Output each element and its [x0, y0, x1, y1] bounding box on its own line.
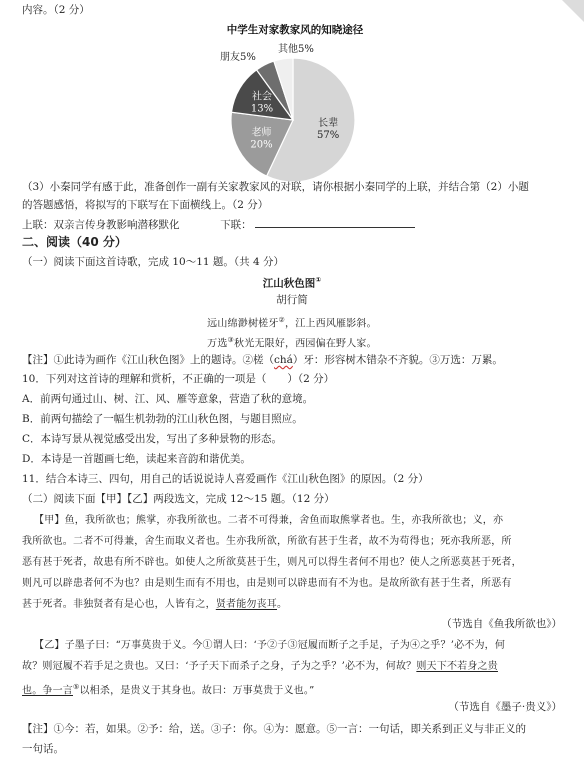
pie-label-other: 其他5%: [278, 44, 314, 55]
option-c: C．本诗写景从视觉感受出发，写出了多种景物的形态。: [22, 433, 283, 445]
yi-line-2: 故？则冠履不若手足之贵也。又曰：‘予子天下而杀子之身，子为之乎？’必不为，何故？则天下不若身之贵: [22, 661, 498, 672]
jia-line-5: 甚于死者。非独贤者有是心也，人皆有之，贤者能勿丧耳。: [22, 599, 288, 610]
jia-line-1: 【甲】鱼，我所欲也；熊掌，亦我所欲也。二者不可得兼，舍鱼而取熊掌者也。生，亦我所欲也；义，亦: [34, 515, 504, 526]
question-10: 10．下列对这首诗的理解和赏析，不正确的一项是（ ）（2 分）: [22, 373, 335, 385]
poem-author: 胡行简: [276, 294, 308, 306]
text-line: 内容。（2 分）: [22, 4, 90, 16]
poem-title: 江山秋色图①: [262, 276, 322, 290]
pie-chart: [200, 22, 390, 182]
jia-source: （节选自《鱼我所欲也》）: [441, 618, 562, 630]
pie-label-1-name: 老师: [251, 127, 272, 139]
poem-line-1: 远山绵渺树槎牙②，江上西风雁影斜。: [207, 316, 377, 330]
yi-line-1: 【乙】子墨子曰：“万事莫贵于义。今①谓人曰：‘予②子③冠履而断子之手足，子为④之乎？’必不为，何: [34, 640, 506, 651]
yi-line-3: 也。争一言⑤以相杀，是贵义于其身也。故曰：万事莫贵于义也。”: [22, 683, 315, 697]
pie-label-2-name: 社会: [252, 91, 272, 103]
part2-intro: （二）阅读下面【甲】【乙】两段选文，完成 12～15 题。（12 分）: [22, 493, 335, 505]
pie-label-2-pct: 13%: [250, 103, 274, 115]
q3-text-1: （3）小秦同学有感于此，准备创作一副有关家教家风的对联，请你根据小秦同学的上联，并结合第（2）小题: [22, 181, 529, 193]
pie-chart-svg: [200, 22, 390, 182]
q3-text-2: 的答题感悟，将拟写的下联写在下面横线上。（2 分）: [22, 199, 269, 211]
yi-notes-2: 一句话。: [22, 743, 64, 755]
q3-couplet: [22, 216, 566, 233]
pie-label-0-pct: 57%: [316, 129, 340, 141]
pie-label-1-pct: 20%: [250, 139, 273, 151]
pie-label-friend: 朋友5%: [220, 52, 256, 63]
jia-line-2: 我所欲也。二者不可得兼，舍生而取义者也。生亦我所欲，所欲有甚于生者，故不为苟得也；死亦我所恶，所: [22, 536, 512, 547]
jia-line-3: 恶有甚于死者，故患有所不辟也。如使人之所欲莫甚于生，则凡可以得生者何不用也？使人之所恶莫甚于死者，: [22, 557, 522, 568]
option-a: A．前两句通过山、树、江、风、雁等意象，营造了秋的意境。: [22, 393, 314, 405]
option-d: D．本诗是一首题画七绝，读起来音韵和谐优美。: [22, 453, 251, 465]
answer-blank[interactable]: [255, 216, 415, 228]
option-b: B．前两句描绘了一幅生机勃勃的江山秋色图，与题目照应。: [22, 413, 303, 425]
jia-line-4: 则凡可以辟患者何不为也？由是则生而有不用也，由是则可以辟患而有不为也。是故所欲有甚于生者，所恶有: [22, 578, 512, 589]
chart-title: 中学生对家教家风的知晓途径: [226, 24, 364, 36]
section-title: 二、阅读（40 分）: [22, 235, 127, 249]
yi-notes-1: 【注】①今：若，如果。②予：给，送。③子：你。④为：愿意。⑤一言：一句话，即关系到正义与非正义的: [22, 723, 526, 735]
poem-notes: 【注】①此诗为画作《江山秋色图》上的题诗。②槎（chá）牙：形容树木错杂不齐貌。③万选：万累。: [22, 354, 503, 366]
yi-source: （节选自《墨子·贵义》）: [448, 701, 562, 713]
lower-couplet-label: 下联：: [220, 219, 252, 231]
poem-line-2: 万选③秋光无限好，西园偏在野人家。: [207, 336, 377, 350]
question-11: 11．结合本诗三、四句，用自己的话说说诗人喜爱画作《江山秋色图》的原因。（2 分）: [22, 473, 429, 485]
pie-label-0-name: 长辈: [318, 117, 339, 129]
part1-intro: （一）阅读下面这首诗歌，完成 10～11 题。（共 4 分）: [22, 256, 285, 268]
upper-couplet: 上联：双亲言传身教影响潜移默化: [22, 219, 180, 231]
